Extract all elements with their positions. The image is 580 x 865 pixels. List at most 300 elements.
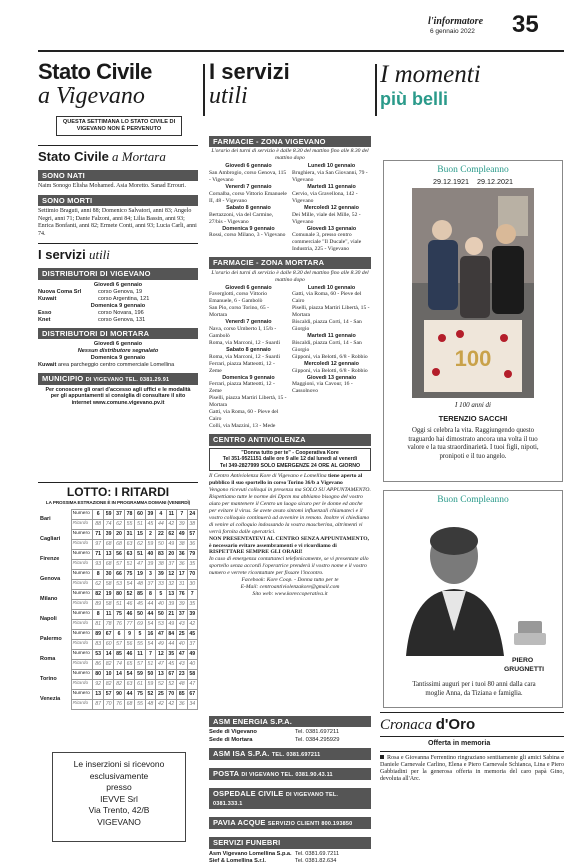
lotto-number: 10 <box>103 669 113 679</box>
farmacia-entry: Faverglotti, corso Vittorio Emanuele, 6 - Gambolò <box>209 291 268 305</box>
memoria-heading: Offerta in memoria <box>428 740 491 747</box>
lotto-delay: 47 <box>187 679 198 689</box>
memoria-text: Rosa e Giovanna Ferrentino ringraziano sentitamente gli amici Sabina e Daniele Carnevale Carlino, Elena e Piero Carnevale Schianca, Lina e Piero Gabbiadini per la generosa offerta in memoria del caro papà Gino, devoluta all'Arc. <box>380 754 564 783</box>
distributore-row <box>38 289 198 296</box>
lotto-delay: 37 <box>187 639 198 649</box>
lotto-number: 84 <box>166 629 176 639</box>
lotto-delay: 39 <box>177 519 187 529</box>
lotto-delay: 65 <box>124 659 134 669</box>
lotto-kind: Ritardo <box>71 699 93 709</box>
servizi-subtitle: utili <box>209 83 248 109</box>
lotto-delay: 60 <box>103 639 113 649</box>
distributori-vigevano-list <box>38 282 198 324</box>
lotto-title: LOTTO: I RITARDI <box>66 485 170 499</box>
contact-phone: Tel. 0381.697211 <box>295 729 340 736</box>
farmacia-entry: Gatti, via Roma, 60 - Pieve del Cairo <box>209 409 279 423</box>
lotto-number: 25 <box>177 629 187 639</box>
lotto-number: 14 <box>114 669 124 679</box>
sede-line: IEVVE Srl <box>100 793 138 804</box>
lotto-number: 14 <box>103 649 113 659</box>
lotto-number: 7 <box>187 589 198 599</box>
lotto-delay: 70 <box>103 699 113 709</box>
card1-subtitle: I 100 anni di <box>455 400 491 409</box>
lotto-number: 60 <box>135 509 145 519</box>
lotto-number: 49 <box>177 529 187 539</box>
lotto-kind: Ritardo <box>71 659 93 669</box>
farmacia-entry: Colli, via Mazzini, 13 - Mede <box>209 423 276 430</box>
lotto-number: 47 <box>177 649 187 659</box>
lotto-number: 39 <box>103 529 113 539</box>
column-servizi <box>209 60 371 598</box>
lotto-number: 37 <box>114 509 124 519</box>
lotto-number: 75 <box>124 569 134 579</box>
lotto-delay: 45 <box>135 599 145 609</box>
lotto-delay: 53 <box>114 579 124 589</box>
lotto-delay: 93 <box>93 559 103 569</box>
lotto-city: Cagliari <box>40 535 61 542</box>
lotto-delay: 62 <box>114 519 124 529</box>
farmacie-mortara-right <box>292 285 371 431</box>
lotto-city: Milano <box>40 595 58 602</box>
card2-name1: PIERO <box>512 657 534 664</box>
lotto-number: 70 <box>187 569 198 579</box>
lotto-delay: 68 <box>114 539 124 549</box>
lotto-row-numero <box>38 549 198 559</box>
lotto-delay: 51 <box>124 559 134 569</box>
lotto-number: 47 <box>156 629 166 639</box>
lotto-number: 35 <box>166 649 176 659</box>
cake-number: 100 <box>454 345 492 371</box>
lotto-delay: 83 <box>93 639 103 649</box>
lotto-delay: 42 <box>166 699 176 709</box>
farmacia-entry: Gipponi, via Belotti, 6/8 - Robbio <box>292 353 368 360</box>
contact-phone: Tel. 0381.69.7211 <box>295 850 340 857</box>
lotto-number: 67 <box>166 669 176 679</box>
servizi-funebri-list <box>209 851 371 865</box>
lotto-delay: 35 <box>187 559 198 569</box>
column-stato-civile <box>38 60 198 407</box>
lotto-delay: 43 <box>177 619 187 629</box>
lotto-number: 85 <box>177 689 187 699</box>
lotto-number: 63 <box>124 549 134 559</box>
lotto-delay: 48 <box>135 579 145 589</box>
lotto-number: 13 <box>103 549 113 559</box>
bullet-square-icon <box>380 755 384 759</box>
turno-day: Lunedì 10 gennaio <box>307 163 356 170</box>
lotto-delay: 39 <box>177 599 187 609</box>
turno-day: Venerdì 7 gennaio <box>225 319 272 326</box>
lotto-delay: 52 <box>166 679 176 689</box>
lotto-number: 21 <box>166 609 176 619</box>
lotto-delay: 53 <box>156 619 166 629</box>
lotto-number: 66 <box>114 569 124 579</box>
lotto-number: 20 <box>114 529 124 539</box>
lotto-number: 67 <box>103 629 113 639</box>
lotto-number: 2 <box>145 529 155 539</box>
lotto-number: 5 <box>135 629 145 639</box>
lotto-number: 80 <box>93 669 103 679</box>
lotto-number: 57 <box>187 529 198 539</box>
asm-energia-bar: ASM ENERGIA S.P.A. <box>209 716 371 727</box>
distributori-vigevano-bar: DISTRIBUTORI DI VIGEVANO <box>38 268 198 279</box>
contact-phone: Tel. 0381.82.634 <box>295 857 337 864</box>
lotto-number: 44 <box>124 689 134 699</box>
farmacie-vigevano-bar: FARMACIE - ZONA VIGEVANO <box>209 136 371 147</box>
lotto-city: Roma <box>40 655 56 662</box>
lotto-number: 56 <box>114 549 124 559</box>
lotto-number: 6 <box>114 629 124 639</box>
farmacia-entry: Dei Mille, viale dei Mille, 52 - Vigevano <box>292 211 361 225</box>
turno-day: Martedì 11 gennaio <box>307 184 356 191</box>
contact-row <box>209 851 371 858</box>
lotto-delay: 45 <box>166 659 176 669</box>
turno-day: Lunedì 10 gennaio <box>307 284 356 291</box>
lotto-city: Venezia <box>40 695 61 702</box>
distributore-row <box>38 362 198 369</box>
distributore-address: corso Argentina, 121 <box>98 295 150 302</box>
lotto-delay: 38 <box>187 519 198 529</box>
lotto-delay: 42 <box>187 619 198 629</box>
lotto-number: 7 <box>145 649 155 659</box>
lotto-delay: 36 <box>187 539 198 549</box>
distributore-note: Nessun distributore segnalato <box>77 347 159 354</box>
lotto-delay: 78 <box>103 619 113 629</box>
lotto-delay: 31 <box>177 579 187 589</box>
issue-date: 6 gennaio 2022 <box>430 28 475 35</box>
contact-name: Sede di Vigevano <box>209 729 257 736</box>
lotto-delay: 51 <box>145 659 155 669</box>
lotto-number: 22 <box>156 529 166 539</box>
lotto-number: 45 <box>187 629 198 639</box>
lotto-kind: Numero <box>71 609 93 619</box>
vigevano-subtitle: a Vigevano <box>38 83 145 109</box>
ospedale-bar: OSPEDALE CIVILE DI VIGEVANO TEL. 0381.333.1 <box>209 788 371 810</box>
lotto-delay: 47 <box>156 659 166 669</box>
momenti-subtitle: più belli <box>380 89 449 109</box>
lotto-number: 3 <box>145 569 155 579</box>
card2-header: Buon Compleanno <box>437 495 509 505</box>
lotto-delay: 33 <box>156 579 166 589</box>
farmacie-mortara-bar: FARMACIE - ZONA MORTARA <box>209 257 371 268</box>
lotto-delay: 54 <box>145 639 155 649</box>
lotto-delay: 68 <box>103 539 113 549</box>
lotto-delay: 89 <box>93 599 103 609</box>
lotto-number: 40 <box>145 549 155 559</box>
lotto-delay: 55 <box>124 519 134 529</box>
card1-text: Oggi si celebra la vita. Raggiungendo questo traguardo hai dimostrato ancora una volta il tuo valore e la tua straordinarietà. I tuoi figli, nipoti, pronipoti e il tuo angelo. <box>407 427 539 460</box>
lotto-delay: 97 <box>93 539 103 549</box>
lotto-number: 49 <box>187 649 198 659</box>
lotto-number: 59 <box>135 669 145 679</box>
lotto-delay: 40 <box>187 659 198 669</box>
lotto-delay: 82 <box>114 679 124 689</box>
lotto-delay: 68 <box>103 559 113 569</box>
card1-header: Buon Compleanno <box>437 165 509 175</box>
birthday-card-grugnetti <box>383 490 563 708</box>
lotto-subtitle: LA PROSSIMA ESTRAZIONE È IN PROGRAMMA DOMANI (VENERDÌ) <box>45 500 191 505</box>
distributore-name: Esso <box>38 309 52 316</box>
farmacia-entry: Biscaldi, piazza Corti, 14 - San Giorgio <box>292 319 362 333</box>
lotto-row-numero <box>38 689 198 699</box>
pavia-acque-bar: PAVIA ACQUE SERVIZIO CLIENTI 800.193850 <box>209 817 371 829</box>
lotto-number: 58 <box>187 669 198 679</box>
turno-day: Giovedì 13 gennaio <box>306 374 357 381</box>
lotto-kind: Numero <box>71 689 93 699</box>
lotto-number: 17 <box>177 569 187 579</box>
lotto-city: Palermo <box>40 635 62 642</box>
antiviolenza-box: "Donna tutto per te" - Cooperativa Kore Tel 351-9521151 dalle ore 9 alle 12 dal lunedì al venerdì Tel 349-2827999 SOLO EMERGENZE 24 ORE AL GIORNO <box>209 448 371 472</box>
column-momenti <box>380 62 564 110</box>
lotto-delay: 81 <box>93 619 103 629</box>
contact-row <box>209 858 371 865</box>
distributore-name: Kuwait <box>38 361 57 368</box>
lotto-delay: 59 <box>145 679 155 689</box>
servizi-title-col1: I servizi utili <box>38 247 110 263</box>
lotto-kind: Ritardo <box>71 619 93 629</box>
farmacia-entry: Brughiera, via San Giovanni, 79 - Vigevano <box>292 170 368 184</box>
turno-day: Martedì 11 gennaio <box>307 333 356 340</box>
contact-phone: Tel. 0384.295929 <box>295 736 340 743</box>
lotto-number: 89 <box>93 629 103 639</box>
lotto-number: 23 <box>177 669 187 679</box>
municipio-text: Per conoscere gli orari d'accesso agli uffici e le modalità per gli appuntamenti si consiglia di consultare il sito internet www.comune.vigevano.pv.it <box>45 386 191 407</box>
distributore-address: corso Genova, 131 <box>98 316 146 323</box>
lotto-delay: 36 <box>177 699 187 709</box>
distributore-address: corso Genova, 19 <box>98 288 143 295</box>
morti-text: Settimio Braguti, anni 88; Domenico Salvatori, anni 83; Angelo Negri, anni 71; Dante Falzoni, anni 84; Lilia Bassin, anni 93; Enrica Bonfanti, anni 82; Ermete Conti, anni 93; Lucia Carli, anni 74. <box>38 208 197 237</box>
lotto-number: 75 <box>114 609 124 619</box>
lotto-delay: 37 <box>166 559 176 569</box>
lotto-delay: 47 <box>135 559 145 569</box>
card1-dates: 29.12.1921 29.12.2021 <box>433 176 513 186</box>
lotto-row-numero <box>38 589 198 599</box>
lotto-number: 39 <box>145 509 155 519</box>
lotto-number: 46 <box>124 649 134 659</box>
lotto-number: 13 <box>93 689 103 699</box>
lotto-delay: 57 <box>135 659 145 669</box>
servizi-funebri-bar: SERVIZI FUNEBRI <box>209 837 371 848</box>
lotto-row-numero <box>38 529 198 539</box>
lotto-delay: 46 <box>124 599 134 609</box>
lotto-kind: Ritardo <box>71 599 93 609</box>
lotto-number: 67 <box>187 689 198 699</box>
lotto-number: 19 <box>103 589 113 599</box>
sede-box <box>52 752 186 842</box>
day-heading: Domenica 9 gennaio <box>90 302 146 309</box>
lotto-delay: 55 <box>135 699 145 709</box>
lotto-delay: 62 <box>93 579 103 589</box>
lotto-delay: 54 <box>124 579 134 589</box>
lotto-number: 30 <box>103 569 113 579</box>
lotto-delay: 30 <box>187 579 198 589</box>
lotto-delay: 76 <box>114 699 124 709</box>
lotto-delay: 38 <box>156 559 166 569</box>
lotto-delay: 49 <box>156 639 166 649</box>
lotto-delay: 82 <box>103 679 113 689</box>
lotto-number: 37 <box>177 609 187 619</box>
lotto-number: 50 <box>145 669 155 679</box>
lotto-number: 44 <box>145 609 155 619</box>
farmacia-entry: Maggioni, via Cavour, 16 - Cassolnovo <box>292 381 353 395</box>
card1-name: TERENZIO SACCHI <box>438 413 508 423</box>
turno-day: Giovedì 6 gennaio <box>225 284 272 291</box>
lotto-kind: Numero <box>71 669 93 679</box>
distributore-name: Knet <box>38 316 51 323</box>
farmacia-entry: Gatti, via Roma, 60 - Pieve del Cairo <box>292 291 362 305</box>
asm-isa-bar: ASM ISA S.P.A. TEL. 0381.697211 <box>209 748 371 760</box>
distributore-row <box>38 317 198 324</box>
lotto-number: 19 <box>135 569 145 579</box>
farmacie-mortara-left <box>209 285 288 431</box>
lotto-kind: Ritardo <box>71 559 93 569</box>
lotto-row-numero <box>38 509 198 519</box>
lotto-delay: 32 <box>166 579 176 589</box>
lotto-delay: 56 <box>124 639 134 649</box>
lotto-delay: 88 <box>93 519 103 529</box>
turno-day: Domenica 9 gennaio <box>222 374 275 381</box>
brand-name: l'informatore <box>428 16 484 27</box>
lotto-delay: 44 <box>145 599 155 609</box>
lotto-city: Bari <box>40 515 51 522</box>
lotto-delay: 45 <box>145 519 155 529</box>
lotto-number: 50 <box>156 609 166 619</box>
lotto-number: 31 <box>124 529 134 539</box>
lotto-number: 9 <box>124 629 134 639</box>
lotto-delay: 49 <box>166 619 176 629</box>
turno-day: Giovedì 6 gennaio <box>225 163 272 170</box>
birthday-card-sacchi <box>383 160 563 482</box>
lotto-delay: 87 <box>93 699 103 709</box>
lotto-delay: 57 <box>114 639 124 649</box>
lotto-number: 79 <box>187 549 198 559</box>
lotto-delay: 77 <box>124 619 134 629</box>
contact-name: Sede di Mortara <box>209 736 253 743</box>
utility-contacts <box>209 716 371 865</box>
sede-line: presso <box>106 782 132 792</box>
farmacia-entry: Ferrari, piazza Matteotti, 12 - Zeme <box>209 360 275 374</box>
turno-day: Giovedì 13 gennaio <box>306 225 357 232</box>
lotto-delay: 42 <box>166 519 176 529</box>
lotto-delay: 74 <box>114 659 124 669</box>
distributore-address: corso Novara, 196 <box>98 309 144 316</box>
day-heading: Domenica 9 gennaio <box>90 354 146 361</box>
lotto-number: 8 <box>145 589 155 599</box>
lotto-number: 5 <box>156 589 166 599</box>
lotto-delay: 48 <box>145 699 155 709</box>
posta-bar: POSTA DI VIGEVANO TEL. 0381.90.43.11 <box>209 768 371 780</box>
lotto-delay: 51 <box>114 599 124 609</box>
lotto-kind: Numero <box>71 589 93 599</box>
lotto-number: 83 <box>156 549 166 559</box>
page-number: 35 <box>512 11 539 38</box>
turno-day: Sabato 8 gennaio <box>226 204 271 211</box>
sede-line: VIGEVANO <box>97 816 141 827</box>
contact-name: Asm Vigevano Lomellina S.p.a. <box>209 850 292 857</box>
lotto-number: 57 <box>103 689 113 699</box>
farmacie-vigevano-left <box>209 163 288 253</box>
cronaca-oro <box>380 712 564 784</box>
card1-photo <box>412 188 534 398</box>
lotto-delay: 86 <box>93 659 103 669</box>
lotto-city: Firenze <box>40 555 60 562</box>
lotto-delay: 34 <box>187 699 198 709</box>
turno-day: Venerdì 7 gennaio <box>225 184 272 191</box>
antiviolenza-bar: CENTRO ANTIVIOLENZA <box>209 434 371 445</box>
turno-day: Mercoledì 12 gennaio <box>304 360 359 367</box>
distributore-row <box>38 310 198 317</box>
lotto-delay: 92 <box>93 679 103 689</box>
lotto-delay: 69 <box>135 619 145 629</box>
lotto-number: 76 <box>177 589 187 599</box>
header-rule <box>38 50 564 52</box>
lotto-kind: Ritardo <box>71 519 93 529</box>
morti-bar: SONO MORTI <box>38 195 198 206</box>
servizi-title: I servizi <box>209 59 290 84</box>
lotto-number: 11 <box>166 509 176 519</box>
lotto-number: 11 <box>103 609 113 619</box>
lotto-kind: Numero <box>71 529 93 539</box>
farmacia-entry: Rossi, corso Milano, 3 - Vigevano <box>209 232 286 239</box>
lotto-delay: 58 <box>103 579 113 589</box>
lotto-delay: 35 <box>187 599 198 609</box>
farmacia-entry: Biscaldi, piazza Corti, 14 - San Giorgio <box>292 339 362 353</box>
card2-photo <box>392 511 557 656</box>
lotto-city: Napoli <box>40 615 57 622</box>
lotto-number: 59 <box>103 509 113 519</box>
lotto-delay: 48 <box>177 679 187 689</box>
lotto-delay: 44 <box>166 639 176 649</box>
day-heading: Giovedì 6 gennaio <box>93 281 143 288</box>
lotto-row-numero <box>38 649 198 659</box>
lotto-delay: 49 <box>166 539 176 549</box>
lotto-number: 46 <box>124 609 134 619</box>
lotto-number: 50 <box>135 609 145 619</box>
farmacia-entry: Cervio, via Gravellona, 142 - Vigevano <box>292 190 358 204</box>
lotto-kind: Numero <box>71 569 93 579</box>
farmacia-entry: Comunale 3, presso centro commerciale "Il Ducale", viale Industria, 225 - Vigevano <box>292 232 362 253</box>
lotto-number: 82 <box>93 589 103 599</box>
distributore-name: Kuwait <box>38 295 57 302</box>
lotto-number: 7 <box>177 509 187 519</box>
lotto-kind: Ritardo <box>71 539 93 549</box>
asm-energia-list <box>209 729 371 743</box>
lotto-number: 53 <box>93 649 103 659</box>
lotto-row-numero <box>38 669 198 679</box>
farmacia-entry: Nava, corso Umberto I, 15/b - Gambolò <box>209 325 277 339</box>
farmacia-entry: San Ambrogio, corso Genova, 115 - Vigevano <box>209 170 287 184</box>
lotto-kind: Ritardo <box>71 579 93 589</box>
lotto-delay: 54 <box>145 619 155 629</box>
lotto-number: 13 <box>156 669 166 679</box>
lotto-delay: 61 <box>135 679 145 689</box>
lotto-number: 70 <box>166 689 176 699</box>
lotto-number: 39 <box>187 609 198 619</box>
farmacia-entry: Roma, via Marconi, 12 - Suardi <box>209 353 280 360</box>
lotto-delay: 63 <box>124 679 134 689</box>
lotto-number: 85 <box>114 649 124 659</box>
lotto-delay: 39 <box>145 559 155 569</box>
sede-line: esclusivamente <box>89 770 149 781</box>
lotto-number: 15 <box>135 529 145 539</box>
distributore-address: area parcheggio centro commerciale Lomellina <box>56 361 175 368</box>
mortara-title: Stato Civile a Mortara <box>38 149 166 164</box>
nati-text: Naim Sonogo Elisha Mohamed. Asia Moretto. Sanad Errouri. <box>38 183 186 190</box>
lotto-number: 36 <box>177 549 187 559</box>
lotto-number: 39 <box>156 569 166 579</box>
distributori-mortara-list <box>38 341 198 369</box>
antiviolenza-text: Il Centro Antiviolenza Kore di Vigevano e Lomellina tiene aperto al pubblico il suo sportello in corso Torino 36/b a Vigevano Vengono ricevuti colloqui in presenza ma SOLO SU APPUNTAMENTO. Rispettiamo tutte le norme dei Dpcm ma abbiamo bisogno del vostro aiuto per mantenere il Centro un luogo sicuro per le donne ed anche per evitare il virus. Se avete avuto sintomi influenzali chiamateci e il vostro colloquio continuerà ad avvenire in remoto. Inoltre vi chiediamo di venire al colloquio indossando la vostra mascherina, altrimenti vi verrà fornita dalle operatrici. NON PRESENTATEVI AL CENTRO SENZA APPUNTAMENTO, è necessario evitare assembramenti e vi ricordiamo di RISPETTARE SEMPRE GLI ORARI! In caso di emergenza contattateci telefonicamente, se vi presentate allo sportello senza accordi l'operatrice prenderà il vostro nome e il vostro numero e verrete ricontattate per fissare l'incontro. Facebook: Kore Coop. - Donna tutto per te E-Mail: centroantiviolenzakore@gmail.com Sito web: www.koreccoperativa.it <box>209 473 371 597</box>
farmacie-vigevano-intro: L'orario dei turni di servizio è dalle 8.30 del mattino fino alle 8.30 del mattino dopo <box>211 148 369 162</box>
